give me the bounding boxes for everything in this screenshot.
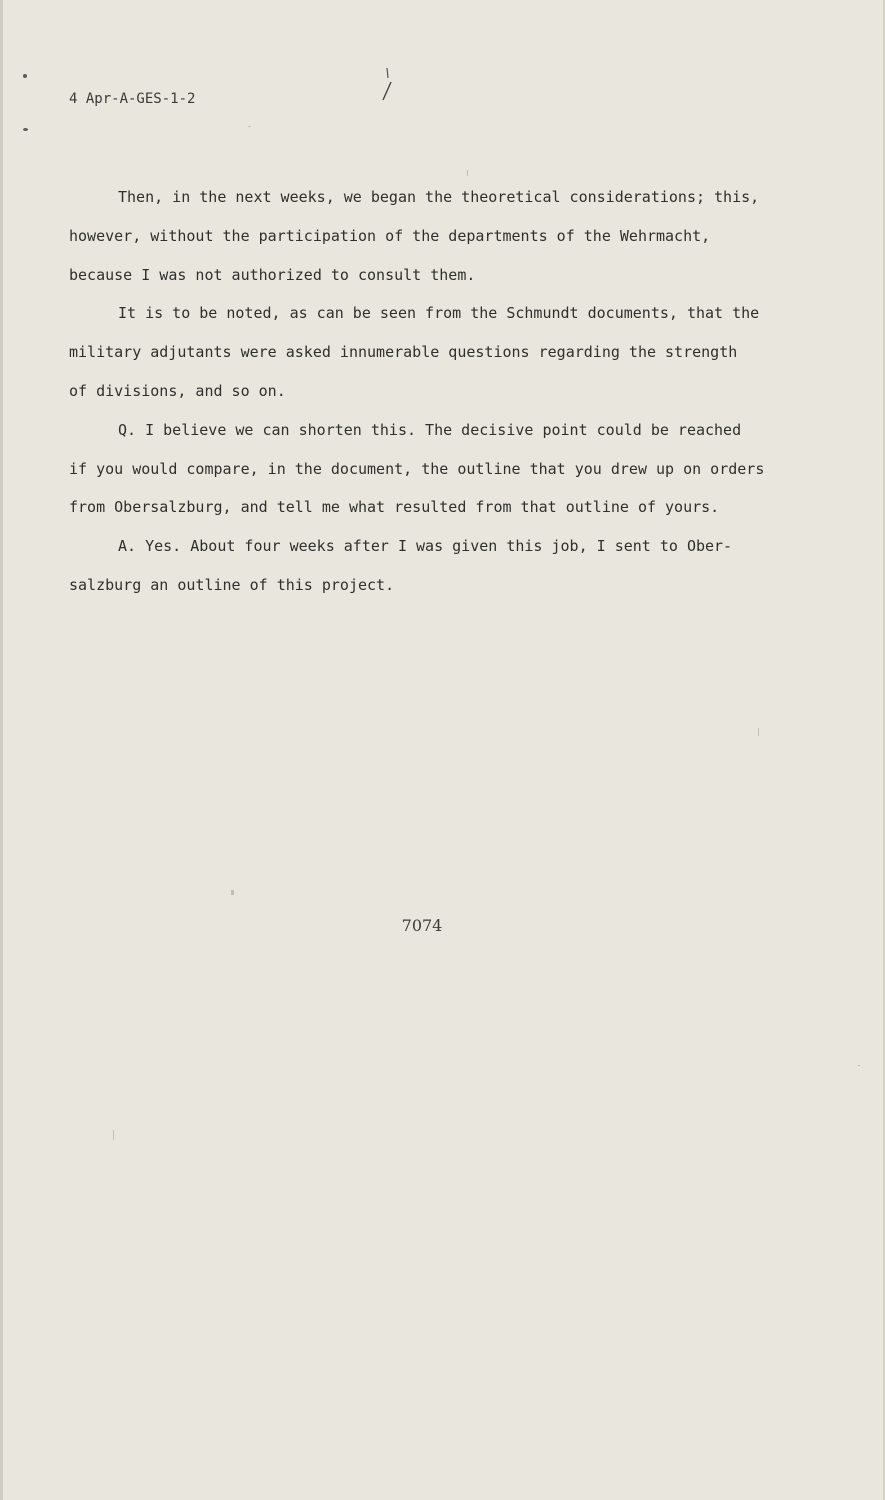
document-reference-code: 4 Apr-A-GES-1-2 (69, 91, 196, 107)
text-line: of divisions, and so on. (69, 381, 286, 400)
text-line: military adjutants were asked innumerable questions regarding the strength (69, 343, 738, 362)
text-line: A. Yes. About four weeks after I was given this job, I sent to Ober- (118, 537, 733, 556)
text-line: Q. I believe we can shorten this. The decisive point could be reached (118, 420, 742, 439)
paper-speck (758, 728, 759, 736)
text-line: It is to be noted, as can be seen from the Schmundt documents, that the (118, 304, 760, 323)
pencil-mark-icon (381, 66, 393, 104)
text-line: because I was not authorized to consult them. (69, 265, 476, 284)
page-number: 7074 (401, 916, 443, 935)
punch-hole-mark (23, 128, 28, 131)
paper-speck (467, 170, 468, 176)
punch-hole-mark (23, 74, 27, 78)
text-line: from Obersalzburg, and tell me what resulted from that outline of yours. (69, 498, 720, 517)
paragraph (69, 527, 814, 605)
paragraph (69, 294, 814, 410)
paragraph (69, 411, 814, 527)
paper-speck (858, 1065, 860, 1066)
text-line: if you would compare, in the document, the outline that you drew up on orders (69, 459, 765, 478)
paper-speck (231, 890, 234, 895)
text-line: Then, in the next weeks, we began the theoretical considerations; this, (118, 188, 760, 206)
transcript-body (69, 178, 814, 605)
text-line: however, without the participation of the departments of the Wehrmacht, (69, 226, 711, 245)
paper-speck (113, 1130, 114, 1140)
paper-speck (248, 126, 251, 127)
paragraph (69, 178, 814, 294)
text-line: salzburg an outline of this project. (69, 575, 395, 594)
